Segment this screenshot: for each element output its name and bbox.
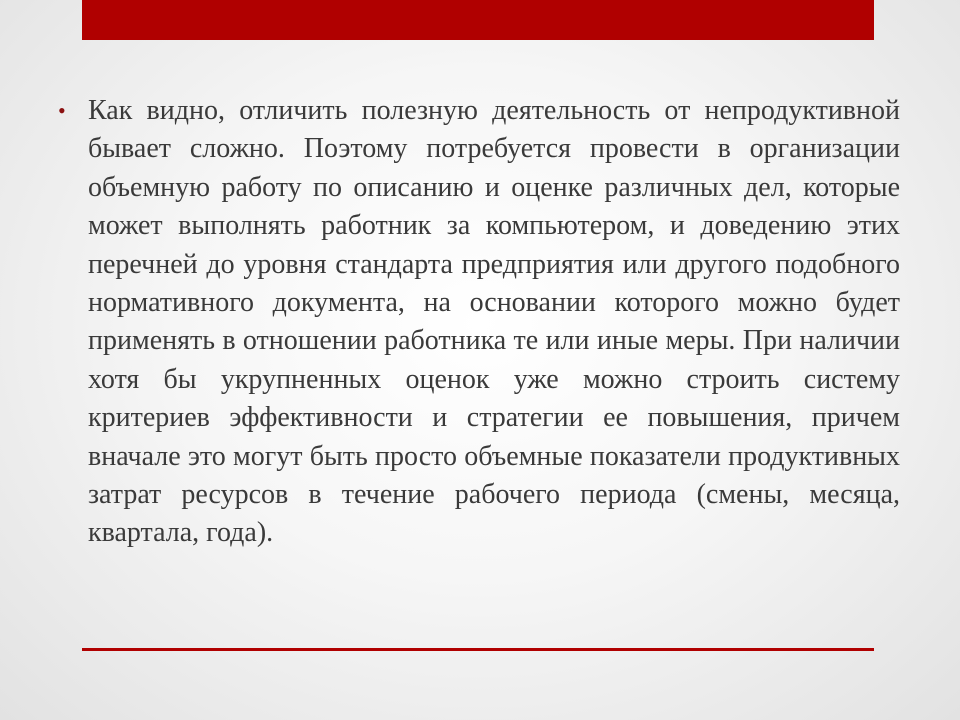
bullet-item bbox=[58, 92, 900, 553]
bullet-paragraph: Как видно, отличить полезную деятельность от непродуктивной бывает сложно. Поэтому потребуется провести в организации объемную работу по описанию и оценке различных дел, которые может выполнять работник за компьютером, и доведению этих перечней до уровня стандарта предприятия или другого подобного нормативного документа, на основании которого можно будет применять в отношении работника те или иные меры. При наличии хотя бы укрупненных оценок уже можно строить систему критериев эффективности и стратегии ее повышения, причем вначале это могут быть просто объемные показатели продуктивных затрат ресурсов в течение рабочего периода (смены, месяца, квартала, года). bbox=[88, 95, 900, 549]
slide-content bbox=[58, 92, 900, 553]
bottom-divider-line bbox=[82, 648, 874, 651]
bullet-marker: • bbox=[58, 98, 66, 123]
top-accent-bar bbox=[82, 0, 874, 40]
